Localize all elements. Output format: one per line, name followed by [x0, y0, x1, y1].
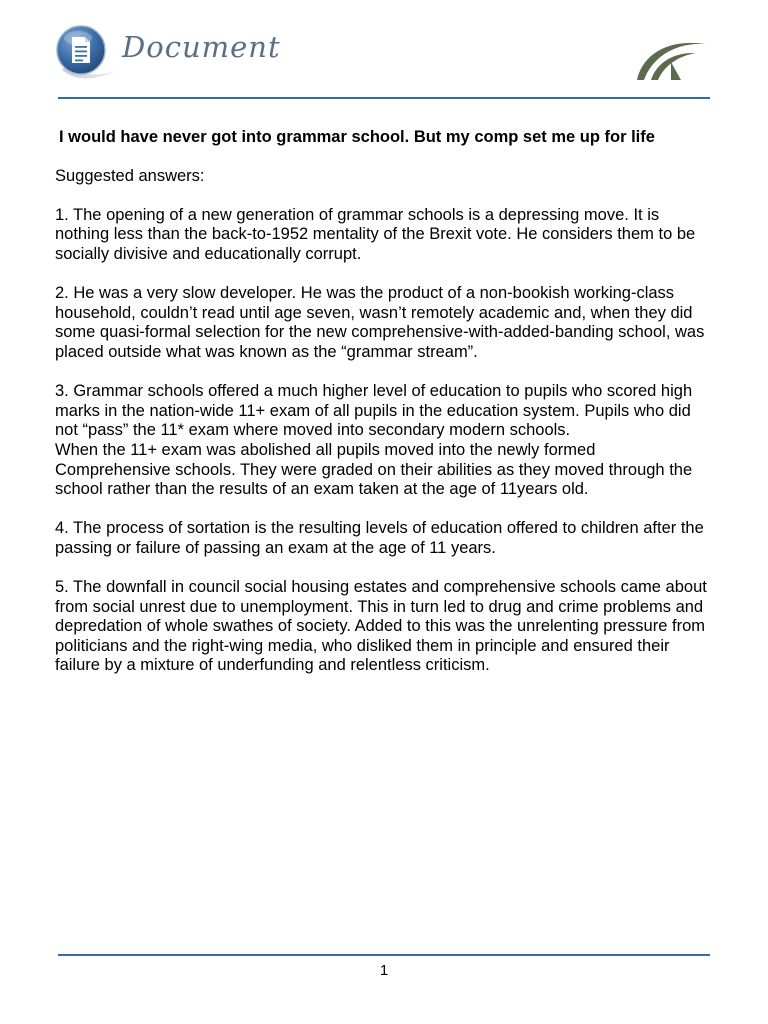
answer-3: 3. Grammar schools offered a much higher level of education to pupils who scored high marks in the nation-wide 11+ exam of all pupils in the education system. Pupils who did not “pass” the 11* exam where moved into secondary modern schools.	[55, 382, 693, 440]
answer-1: 1. The opening of a new generation of grammar schools is a depressing move. It is nothing less than the back-to-1952 mentality of the Brexit vote. He considers them to be socially divisive and educationally corrupt.	[55, 205, 696, 263]
answer-3-continued: When the 11+ exam was abolished all pupils moved into the newly formed Comprehensive schools. They were graded on their abilities as they moved through the school rather than the results of an exam taken at the age of 11years old.	[55, 440, 693, 499]
answer-2: 2. He was a very slow developer. He was the product of a non-bookish working-class household, couldn’t read until age seven, wasn’t remotely academic and, when they did some quasi-formal selection for the new comprehensive-with-added-banding school, was placed outside what was known as the “grammar stream”.	[55, 284, 705, 361]
answer-5: 5. The downfall in council social housing estates and comprehensive schools came about from social unrest due to unemployment. This in turn led to drug and crime problems and depredation of whole swathes of society. Added to this was the unrelenting pressure from politicians and the right-wing media, who disliked them in principle and ensured their failure by a mixture of underfunding and relentless criticism.	[55, 578, 707, 675]
document-title: I would have never got into grammar school. But my comp set me up for life	[59, 128, 655, 146]
footer-rule	[58, 954, 710, 956]
document-body	[55, 127, 715, 676]
document-icon	[54, 24, 124, 86]
arc-logo-icon	[634, 36, 710, 84]
page-number: 1	[379, 962, 389, 979]
intro-text: Suggested answers:	[55, 166, 205, 185]
brand-word: Document	[122, 30, 281, 64]
answer-4: 4. The process of sortation is the resulting levels of education offered to children after the passing or failure of passing an exam at the age of 11 years.	[55, 519, 704, 557]
header-rule	[58, 97, 710, 99]
